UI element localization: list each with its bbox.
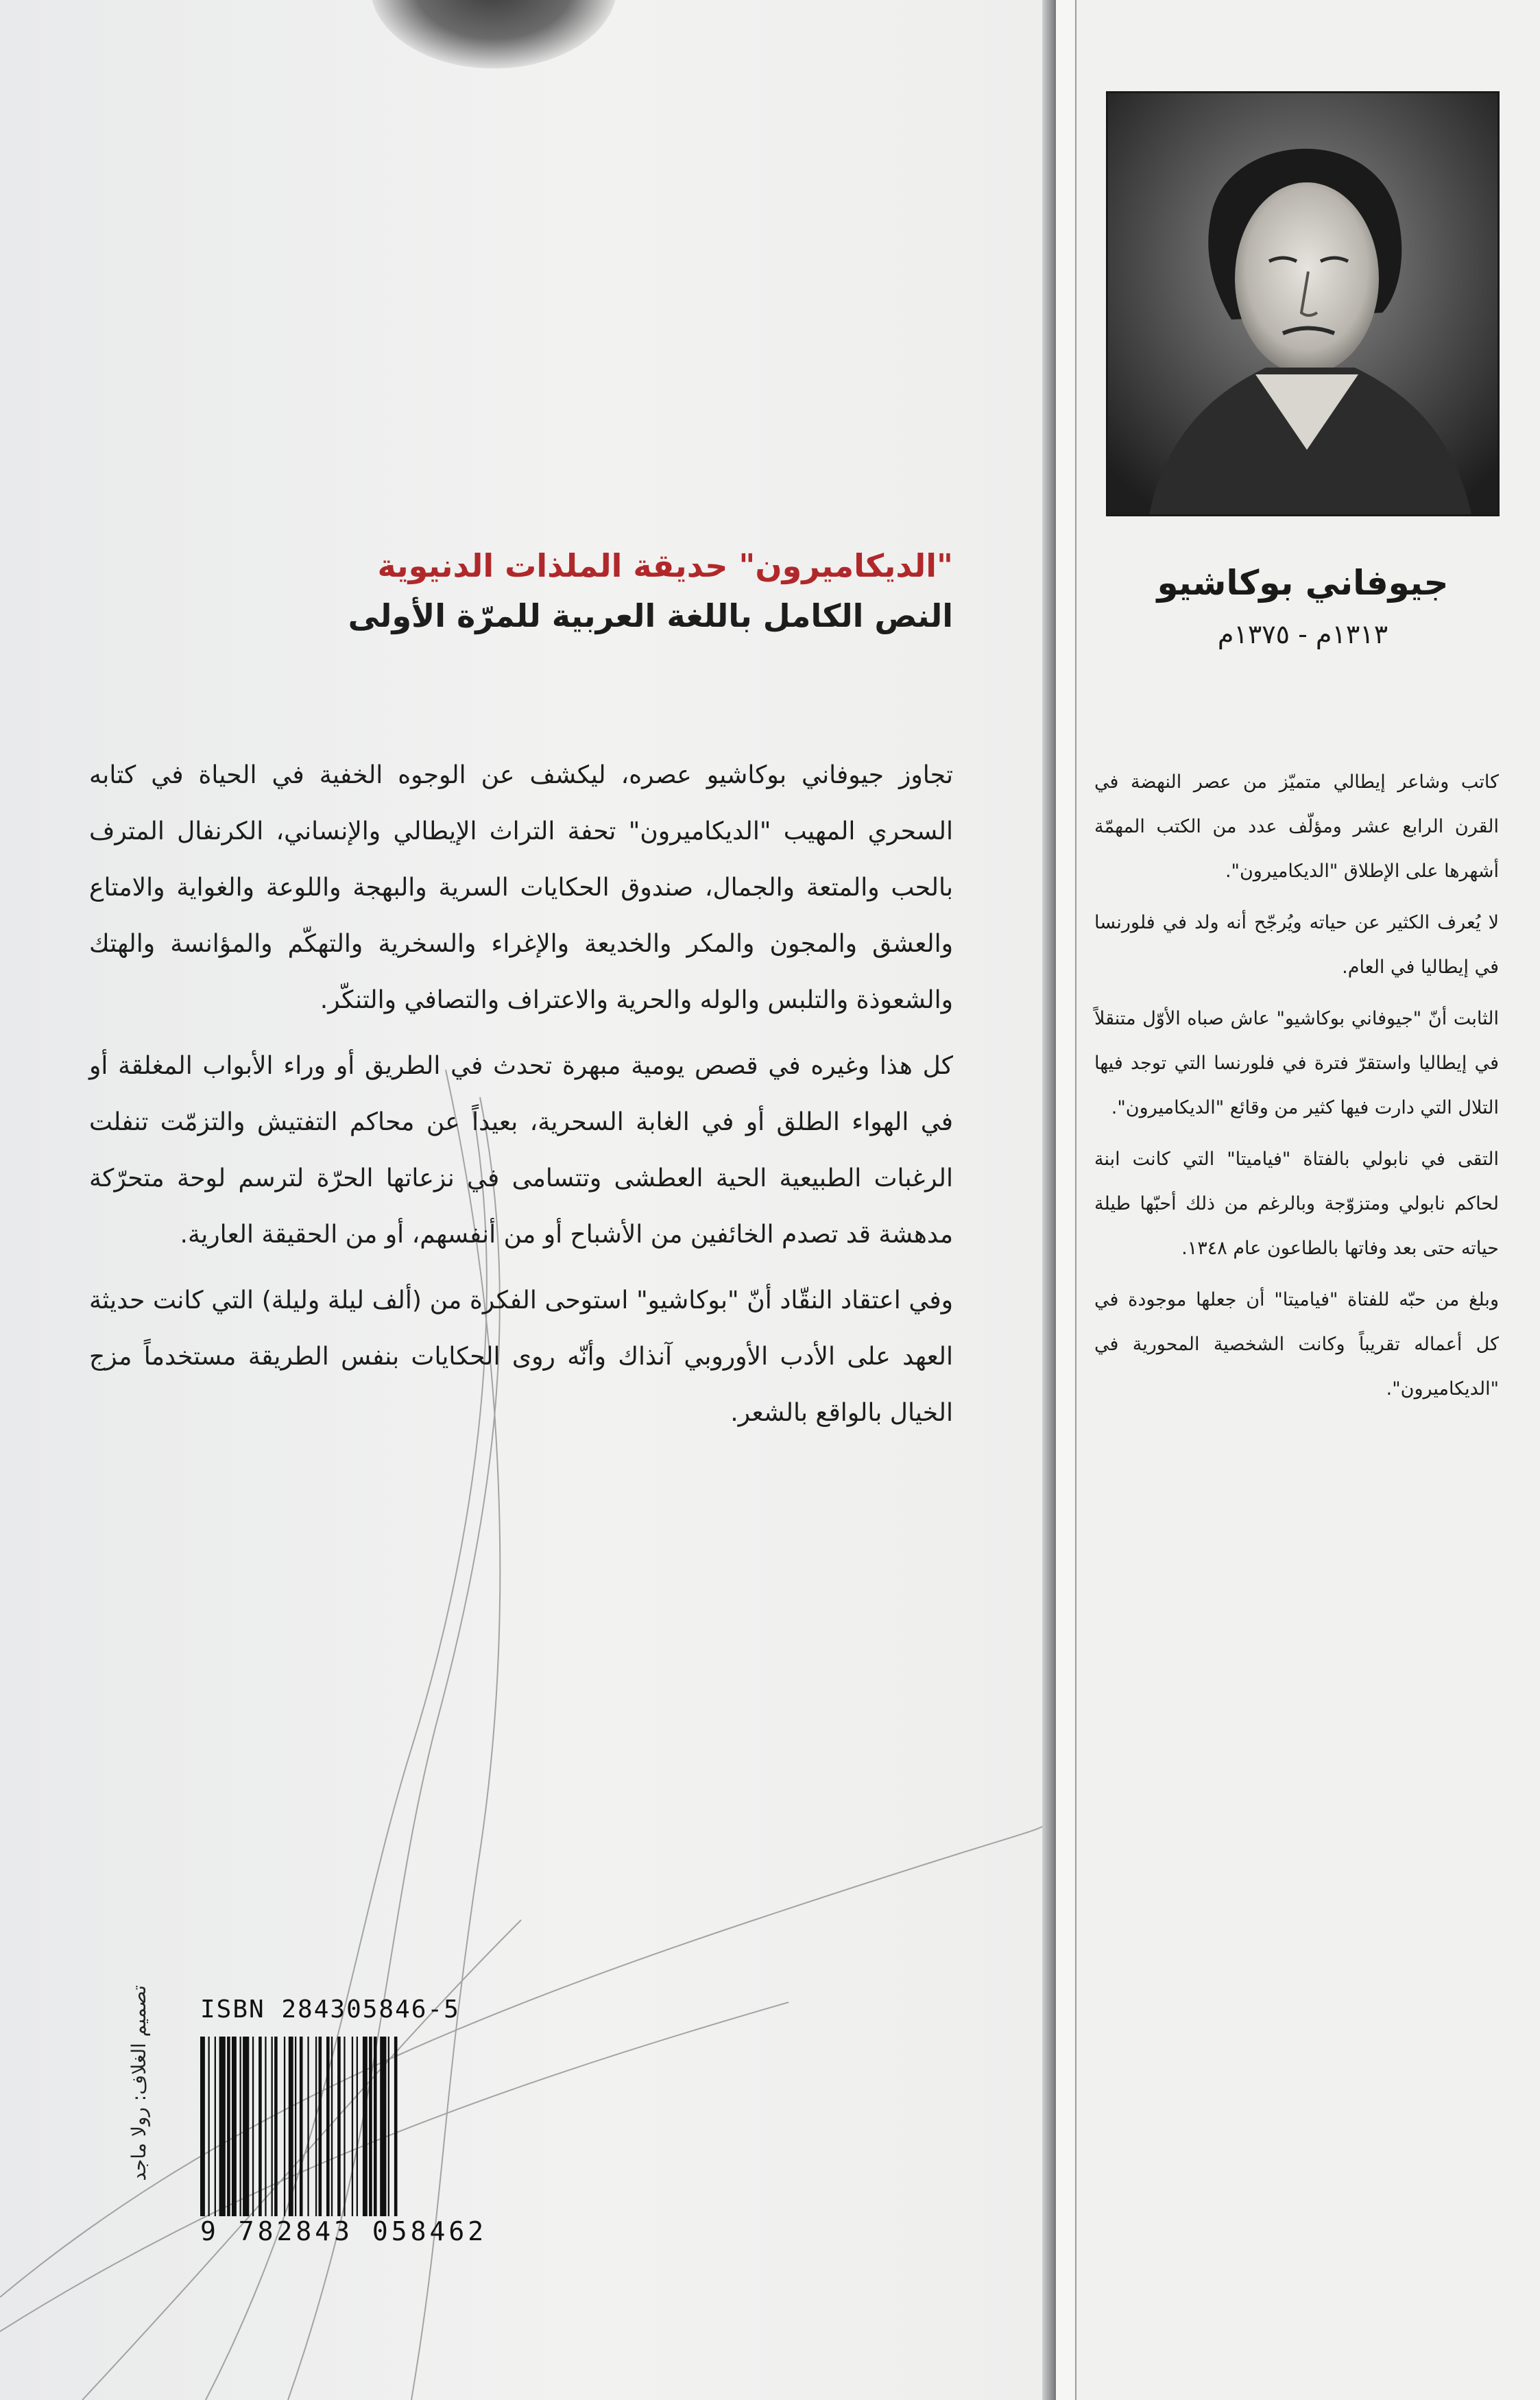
author-block <box>1097 555 1508 658</box>
bio-paragraph-5: وبلغ من حبّه للفتاة "فياميتا" أن جعلها موجودة في كل أعماله تقريباً وكانت الشخصية المحورية في "الديكاميرون". <box>1094 1289 1499 1400</box>
bio-paragraph-4: التقى في نابولي بالفتاة "فياميتا" التي كانت ابنة لحاكم نابولي ومتزوّجة وبالرغم من ذلك أحبّها طيلة حياته حتى بعد وفاتها بالطاعون عام ١٣٤٨. <box>1094 1149 1499 1259</box>
portrait-illustration <box>1108 93 1497 514</box>
book-subtitle: النص الكامل باللغة العربية للمرّة الأولى <box>348 597 953 634</box>
blurb-paragraph-2: كل هذا وغيره في قصص يومية مبهرة تحدث في الطريق أو وراء الأبواب المغلقة أو في الهواء الطلق أو في الغابة السحرية، بعيداً عن محاكم التفتيش والتزمّت تنفلت الرغبات الطبيعية الحية العطشى وتتسامى في نزعاتها الحرّة لترسم لوحة متحرّكة مدهشة قد تصدم الخائفين من الأشباح أو من أنفسهم، أو من الحقيقة العارية. <box>89 1052 953 1249</box>
cover-design-credit: تصميم الغلاف: رولا ماجد <box>128 1985 150 2181</box>
author-name: جيوفاني بوكاشيو <box>1157 563 1449 603</box>
isbn-label: ISBN 284305846-5 <box>200 1995 460 2024</box>
bio-paragraph-3: الثابت أنّ "جيوفاني بوكاشيو" عاش صباه الأوّل متنقلاً في إيطاليا واستقرّ فترة في فلورنسا التي توجد فيها التلال التي دارت فيها كثير من وقائع "الديكاميرون". <box>1094 1008 1499 1118</box>
author-portrait-image <box>1106 91 1500 516</box>
book-title: "الديكاميرون" حديقة الملذات الدنيوية <box>377 547 953 584</box>
title-block <box>171 542 953 642</box>
shadow-blot <box>370 0 617 69</box>
blurb-paragraph-1: تجاوز جيوفاني بوكاشيو عصره، ليكشف عن الوجوه الخفية في الحياة في كتابه السحري المهيب "الديكاميرون" تحفة التراث الإيطالي والإنساني، الكرنفال المترف بالحب والمتعة والجمال، صندوق الحكايات السرية والبهجة واللوعة والغواية والامتاع والعشق والمجون والمكر والخديعة والإغراء والسخرية والتهكّم والمؤانسة والهتك والشعوذة والتلبس والوله والحرية والاعتراف والتصافي والتنكّر. <box>89 761 953 1014</box>
barcode-icon <box>200 2037 502 2216</box>
isbn-barcode <box>200 1995 502 2256</box>
bio-paragraph-2: لا يُعرف الكثير عن حياته ويُرجّح أنه ولد في فلورنسا في إيطاليا في العام. <box>1094 912 1499 978</box>
blurb-paragraph-3: وفي اعتقاد النقّاد أنّ "بوكاشيو" استوحى الفكرة من (ألف ليلة وليلة) التي كانت حديثة العهد على الأدب الأوروبي آنذاك وأنّه روى الحكايات بنفس الطريقة مستخدماً مزج الخيال بالواقع بالشعر. <box>89 1286 953 1427</box>
author-dates: ١٣١٣م - ١٣٧٥م <box>1217 619 1388 649</box>
blurb-text <box>89 747 953 1451</box>
bio-paragraph-1: كاتب وشاعر إيطالي متميّز من عصر النهضة في القرن الرابع عشر ومؤلّف عدد من الكتب المهمّة أشهرها على الإطلاق "الديكاميرون". <box>1094 771 1499 882</box>
barcode-digits: 9 782843 058462 <box>200 2216 488 2246</box>
author-bio <box>1094 760 1499 1418</box>
flap-edge <box>1056 0 1076 2400</box>
